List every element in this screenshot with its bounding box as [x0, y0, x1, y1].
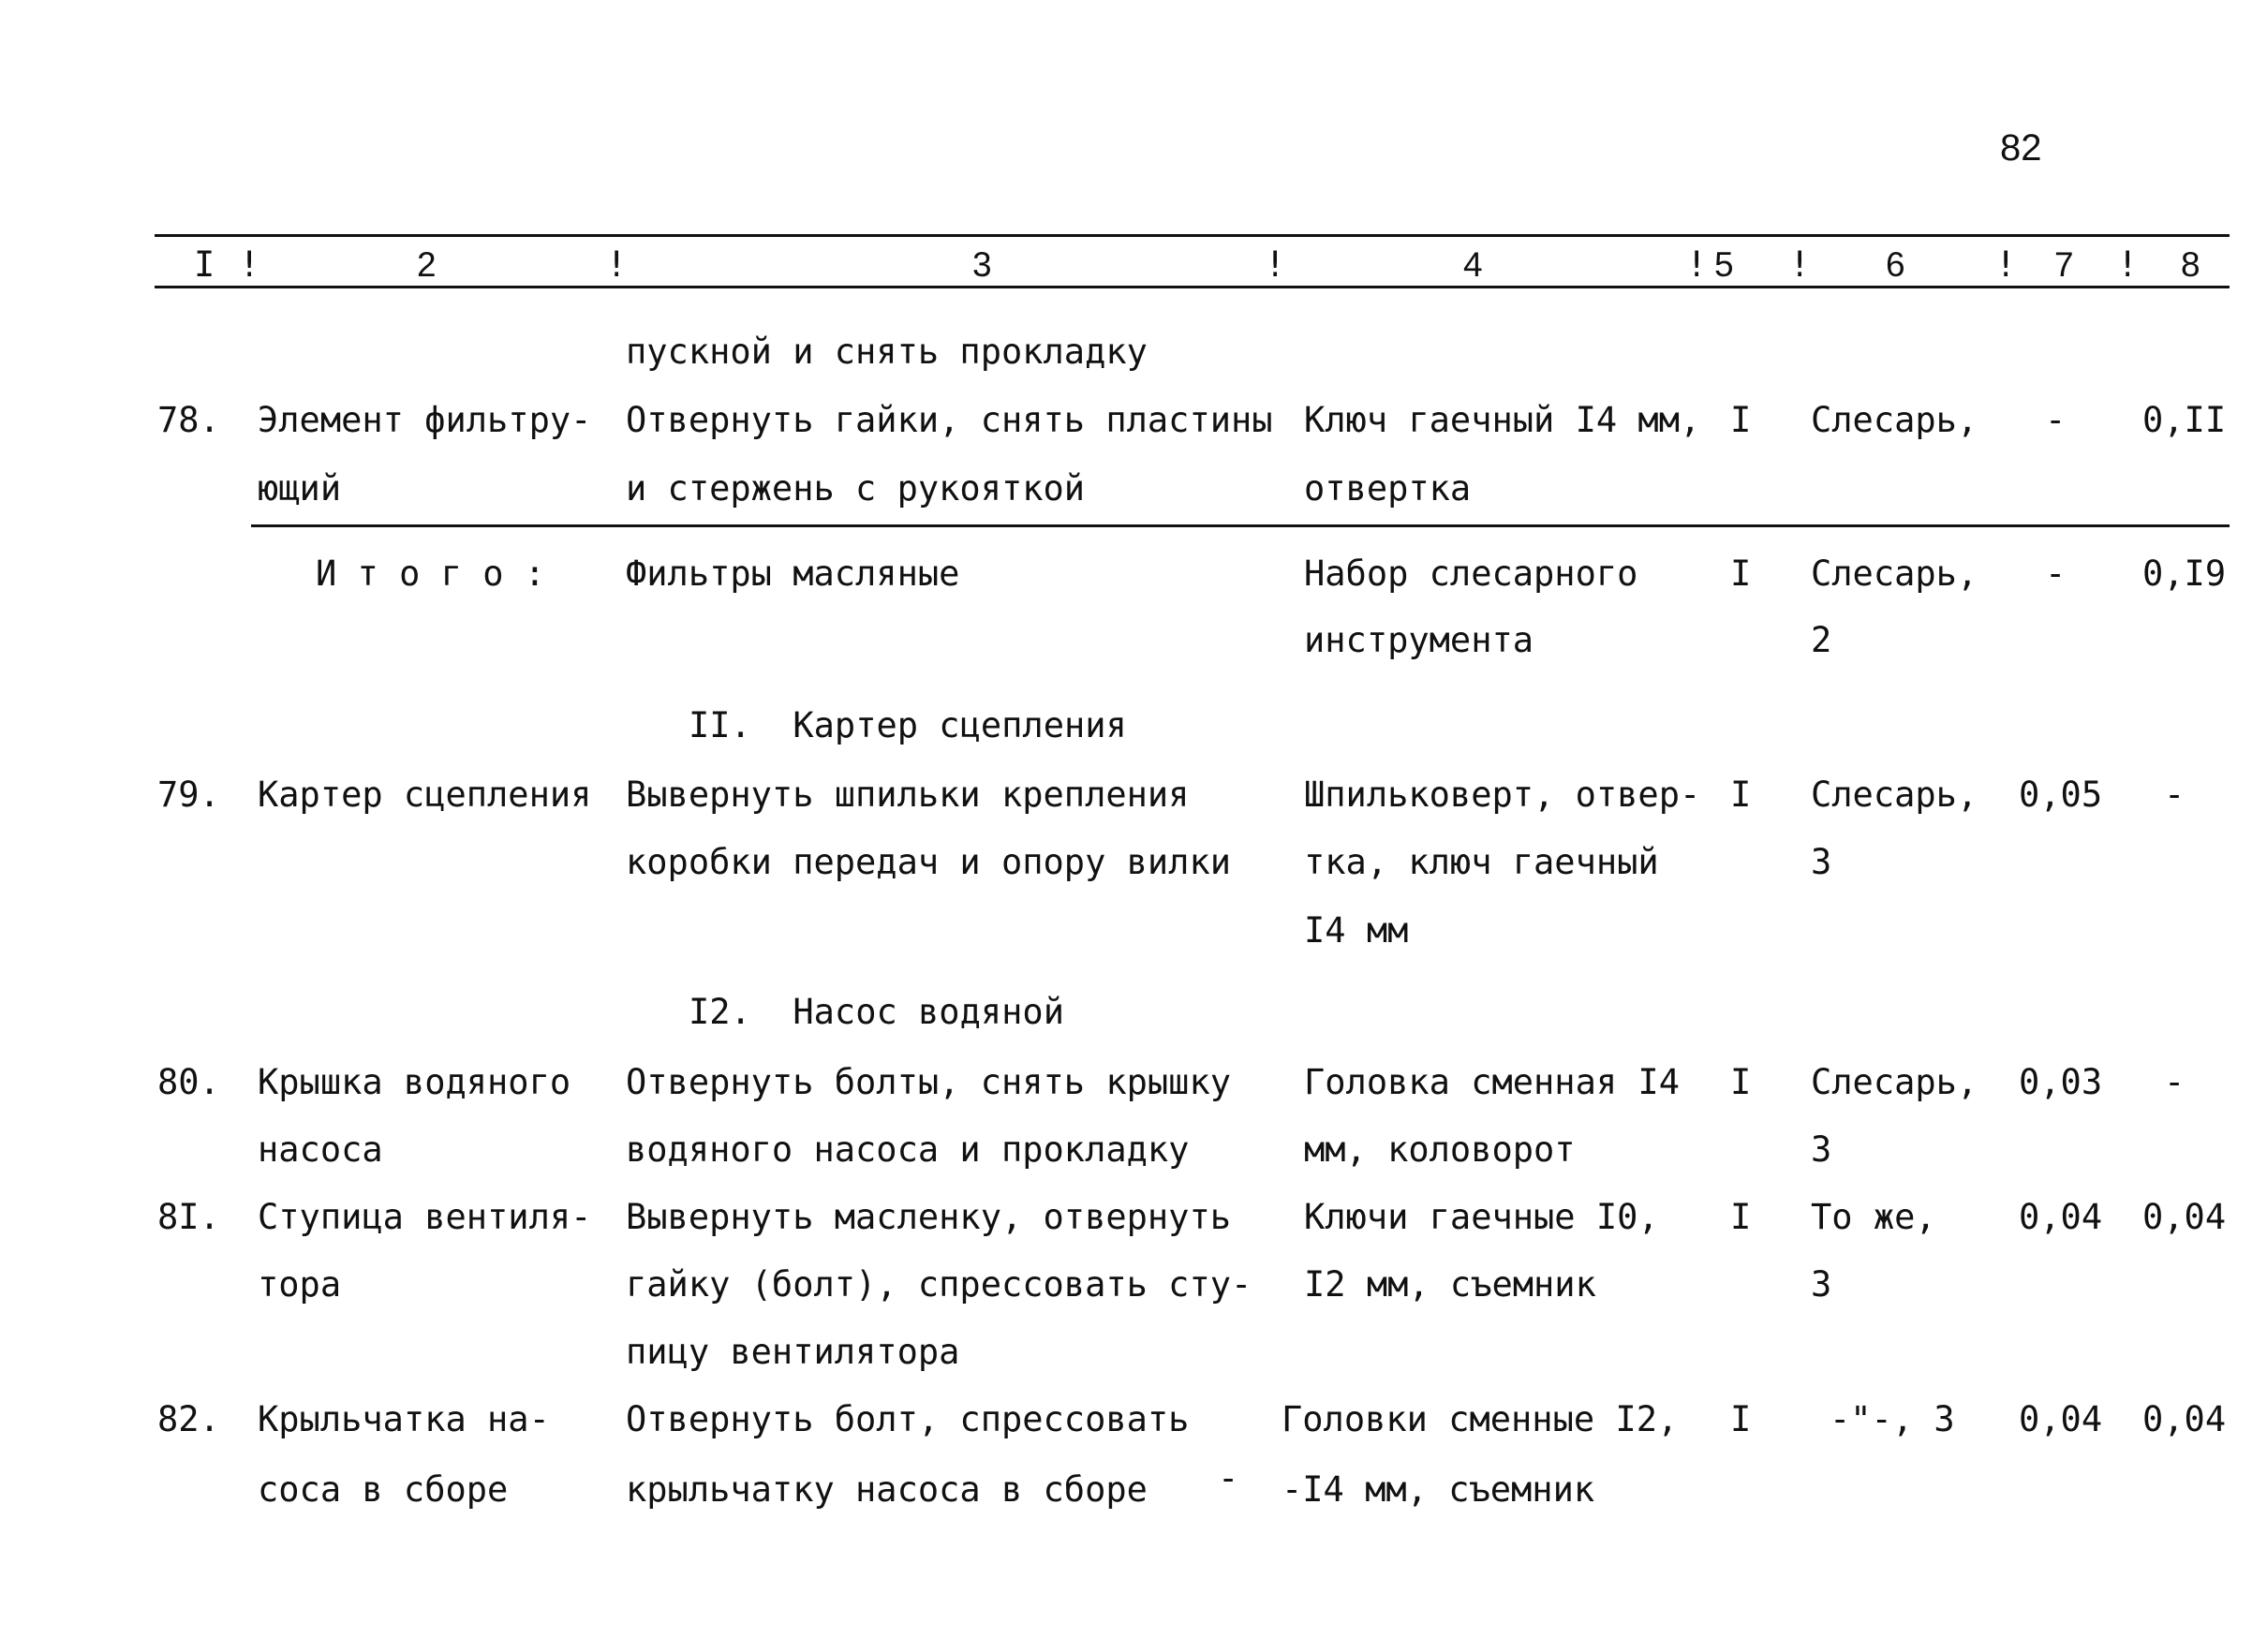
row-number: 8I.: [157, 1197, 220, 1237]
time-col-7: 0,04: [2019, 1197, 2103, 1237]
total-label: И т о г о :: [316, 553, 546, 594]
operation-text: пицу вентилятора: [626, 1332, 960, 1372]
worker-grade: 3: [1811, 1129, 1832, 1170]
section-heading: I2. Насос водяной: [689, 992, 1064, 1032]
part-name: Элемент фильтру-: [258, 400, 592, 440]
tool-text: I2 мм, съемник: [1304, 1264, 1596, 1305]
quantity: I: [1730, 553, 1752, 594]
col-separator: !: [1686, 244, 1708, 285]
section-heading: II. Картер сцепления: [689, 705, 1127, 745]
worker: -"-, 3: [1830, 1399, 1955, 1439]
tool-text: инструмента: [1304, 620, 1534, 660]
operation-text: коробки передач и опору вилки: [626, 842, 1232, 882]
part-name: Картер сцепления: [258, 774, 592, 815]
time-col-7: -: [2045, 553, 2067, 594]
col-header-7: 7: [2054, 245, 2074, 284]
operation-text: водяного насоса и прокладку: [626, 1129, 1190, 1170]
time-col-8: 0,04: [2142, 1399, 2227, 1439]
col-header-3: 3: [972, 245, 992, 284]
operation-text: гайку (болт), спрессовать сту-: [626, 1264, 1252, 1305]
time-col-7: 0,04: [2019, 1399, 2103, 1439]
quantity: I: [1730, 1399, 1752, 1439]
quantity: I: [1730, 774, 1752, 815]
worker: Слесарь,: [1811, 553, 1978, 594]
tool-text: Набор слесарного: [1304, 553, 1638, 594]
time-col-8: 0,I9: [2142, 553, 2227, 594]
col-separator: !: [2117, 244, 2139, 285]
row-number: 82.: [157, 1399, 220, 1439]
col-separator: !: [606, 244, 628, 285]
tool-text: -I4 мм, съемник: [1282, 1469, 1595, 1510]
tool-text: Головка сменная I4: [1304, 1062, 1680, 1102]
quantity: I: [1730, 1062, 1752, 1102]
operation-text: Фильтры масляные: [626, 553, 960, 594]
subtotal-rule: [251, 524, 2230, 527]
part-name: Крышка водяного: [258, 1062, 571, 1102]
operation-text: и стержень с рукояткой: [626, 468, 1086, 509]
time-col-7: 0,03: [2019, 1062, 2103, 1102]
worker: То же,: [1811, 1197, 1936, 1237]
quantity: I: [1730, 1197, 1752, 1237]
part-name: Крыльчатка на-: [258, 1399, 550, 1439]
part-name: ющий: [258, 468, 342, 509]
col-separator: !: [1265, 244, 1286, 285]
operation-continuation: пускной и снять прокладку: [626, 332, 1148, 372]
tool-text: отвертка: [1304, 468, 1472, 509]
row-number: 79.: [157, 774, 220, 815]
header-bottom-rule: [155, 286, 2230, 288]
col-header-2: 2: [417, 245, 437, 284]
time-col-8: 0,04: [2142, 1197, 2227, 1237]
operation-text: Отвернуть болты, снять крышку: [626, 1062, 1232, 1102]
header-top-rule: [155, 234, 2230, 237]
col-separator: !: [239, 244, 260, 285]
tool-text: Шпильковерт, отвер-: [1304, 774, 1701, 815]
tool-text: I4 мм: [1304, 910, 1409, 951]
time-col-8: -: [2164, 1062, 2186, 1102]
worker: Слесарь,: [1811, 400, 1978, 440]
col-separator: !: [1995, 244, 2017, 285]
tool-text: Ключ гаечный I4 мм,: [1304, 400, 1701, 440]
row-number: 80.: [157, 1062, 220, 1102]
tool-text: мм, коловорот: [1304, 1129, 1576, 1170]
time-col-7: 0,05: [2019, 774, 2103, 815]
col-header-1: I: [194, 244, 215, 285]
col-header-8: 8: [2181, 245, 2200, 284]
col-header-6: 6: [1886, 245, 1905, 284]
stray-dash: -: [1218, 1458, 1239, 1498]
worker-grade: 3: [1811, 1264, 1832, 1305]
worker-grade: 3: [1811, 842, 1832, 882]
tool-text: Ключи гаечные I0,: [1304, 1197, 1659, 1237]
part-name: соса в сборе: [258, 1469, 509, 1510]
quantity: I: [1730, 400, 1752, 440]
row-number: 78.: [157, 400, 220, 440]
tool-text: тка, ключ гаечный: [1304, 842, 1659, 882]
col-header-5: 5: [1714, 245, 1734, 284]
worker: Слесарь,: [1811, 1062, 1978, 1102]
col-separator: !: [1789, 244, 1811, 285]
col-header-4: 4: [1463, 245, 1483, 284]
time-col-8: 0,II: [2142, 400, 2227, 440]
page-number: 82: [2000, 127, 2042, 169]
worker: Слесарь,: [1811, 774, 1978, 815]
operation-text: Отвернуть гайки, снять пластины: [626, 400, 1273, 440]
worker-grade: 2: [1811, 620, 1832, 660]
operation-text: Отвернуть болт, спрессовать: [626, 1399, 1190, 1439]
time-col-7: -: [2045, 400, 2067, 440]
operation-text: Вывернуть шпильки крепления: [626, 774, 1190, 815]
tool-text: Головки сменные I2,: [1282, 1399, 1679, 1439]
time-col-8: -: [2164, 774, 2186, 815]
part-name: тора: [258, 1264, 342, 1305]
operation-text: крыльчатку насоса в сборе: [626, 1469, 1148, 1510]
part-name: Ступица вентиля-: [258, 1197, 592, 1237]
operation-text: Вывернуть масленку, отвернуть: [626, 1197, 1232, 1237]
part-name: насоса: [258, 1129, 383, 1170]
